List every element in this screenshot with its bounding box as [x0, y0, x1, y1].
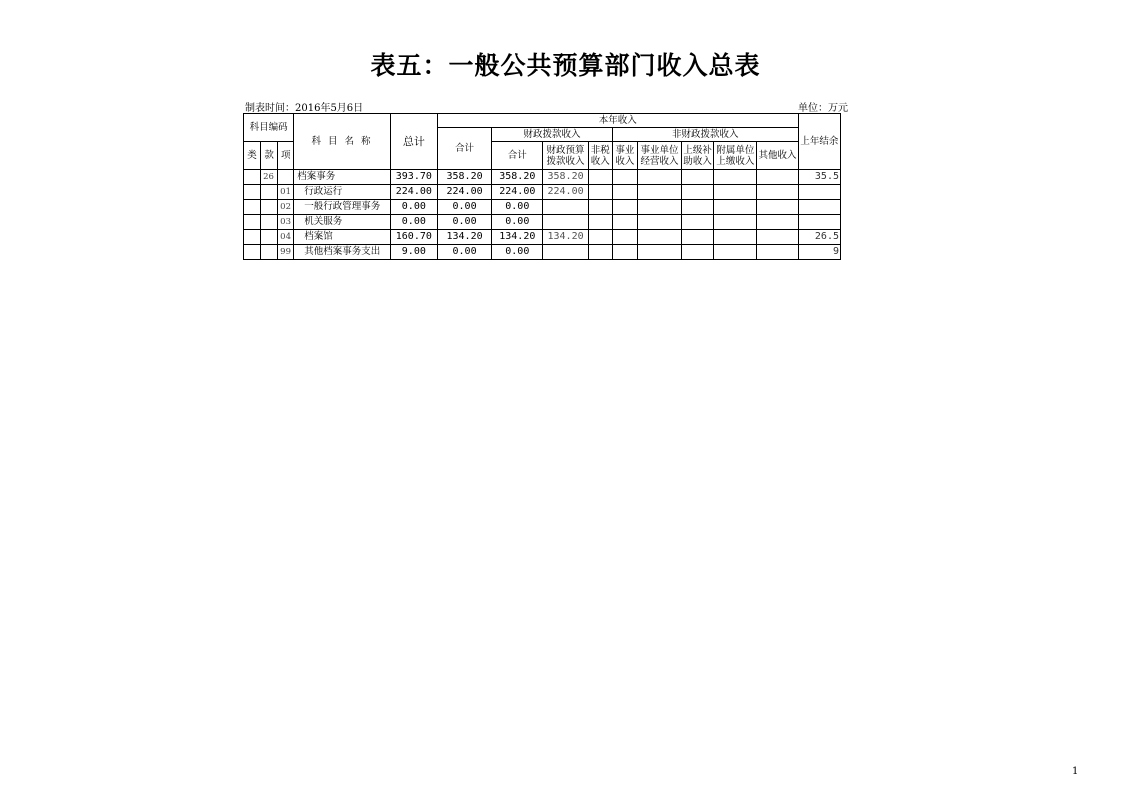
cell-subtotal: 0.00: [437, 245, 491, 260]
cell-fiscal-subtotal: 224.00: [492, 185, 543, 200]
header-fiscal-alloc: 财政拨款收入: [492, 128, 613, 142]
page-number: 1: [1072, 766, 1079, 777]
header-xiang: 项: [278, 142, 294, 170]
cell-fiscal-budget: [543, 215, 588, 230]
header-affiliated-unit: 附属单位上缴收入: [714, 142, 757, 170]
header-kuan: 款: [261, 142, 278, 170]
cell-kuan: [261, 185, 278, 200]
cell-fiscal-subtotal: 0.00: [492, 200, 543, 215]
cell-superior: [682, 170, 714, 185]
cell-nontax: [588, 230, 612, 245]
cell-subject-name: 档案馆: [294, 230, 390, 245]
cell-fiscal-budget: 224.00: [543, 185, 588, 200]
header-fiscal-budget-alloc: 财政预算拨款收入: [543, 142, 588, 170]
cell-affiliated: [714, 215, 757, 230]
cell-nontax: [588, 215, 612, 230]
cell-balance: [798, 200, 840, 215]
header-this-year-income: 本年收入: [437, 114, 798, 128]
cell-affiliated: [714, 230, 757, 245]
cell-business-ops: [637, 185, 681, 200]
cell-business-ops: [637, 200, 681, 215]
table-body: [244, 170, 841, 260]
cell-nontax: [588, 185, 612, 200]
cell-total: 0.00: [390, 215, 437, 230]
cell-other: [757, 200, 798, 215]
cell-affiliated: [714, 245, 757, 260]
cell-fiscal-subtotal: 134.20: [492, 230, 543, 245]
cell-subject-name: 行政运行: [294, 185, 390, 200]
cell-total: 0.00: [390, 200, 437, 215]
header-fiscal-subtotal: 合计: [492, 142, 543, 170]
header-subject-name: 科 目 名 称: [294, 114, 390, 170]
table-row: [244, 215, 841, 230]
header-lei: 类: [244, 142, 261, 170]
cell-total: 224.00: [390, 185, 437, 200]
cell-superior: [682, 215, 714, 230]
cell-other: [757, 230, 798, 245]
cell-business: [612, 245, 637, 260]
income-table: [243, 113, 841, 260]
cell-other: [757, 245, 798, 260]
cell-kuan: [261, 245, 278, 260]
cell-lei: [244, 200, 261, 215]
cell-business-ops: [637, 230, 681, 245]
cell-xiang: 01: [278, 185, 294, 200]
table-row: [244, 245, 841, 260]
cell-subject-name: 一般行政管理事务: [294, 200, 390, 215]
cell-lei: [244, 170, 261, 185]
cell-affiliated: [714, 170, 757, 185]
cell-lei: [244, 215, 261, 230]
cell-superior: [682, 185, 714, 200]
cell-lei: [244, 185, 261, 200]
table-row: [244, 170, 841, 185]
header-total: 总计: [390, 114, 437, 170]
table-row: [244, 185, 841, 200]
page-title: 表五：一般公共预算部门收入总表: [370, 51, 761, 80]
cell-subject-name: 机关服务: [294, 215, 390, 230]
cell-other: [757, 215, 798, 230]
header-business-unit-ops: 事业单位经营收入: [637, 142, 681, 170]
cell-nontax: [588, 170, 612, 185]
cell-subtotal: 0.00: [437, 200, 491, 215]
cell-subtotal: 134.20: [437, 230, 491, 245]
cell-kuan: [261, 215, 278, 230]
cell-superior: [682, 200, 714, 215]
table-row: [244, 200, 841, 215]
cell-xiang: 04: [278, 230, 294, 245]
cell-balance: 9: [798, 245, 840, 260]
cell-balance: [798, 215, 840, 230]
cell-fiscal-subtotal: 0.00: [492, 245, 543, 260]
cell-total: 9.00: [390, 245, 437, 260]
cell-business: [612, 230, 637, 245]
cell-subtotal: 224.00: [437, 185, 491, 200]
cell-subtotal: 0.00: [437, 215, 491, 230]
made-date: 制表时间：2016年5月6日: [245, 103, 364, 114]
cell-xiang: [278, 170, 294, 185]
cell-total: 160.70: [390, 230, 437, 245]
cell-subtotal: 358.20: [437, 170, 491, 185]
cell-subject-name: 其他档案事务支出: [294, 245, 390, 260]
cell-nontax: [588, 245, 612, 260]
cell-balance: 35.5: [798, 170, 840, 185]
cell-affiliated: [714, 185, 757, 200]
cell-superior: [682, 230, 714, 245]
cell-fiscal-budget: [543, 200, 588, 215]
cell-kuan: [261, 200, 278, 215]
header-superior-subsidy: 上级补助收入: [682, 142, 714, 170]
header-nontax: 非税收入: [588, 142, 612, 170]
header-other: 其他收入: [757, 142, 798, 170]
cell-fiscal-budget: 358.20: [543, 170, 588, 185]
cell-other: [757, 170, 798, 185]
cell-business: [612, 215, 637, 230]
cell-superior: [682, 245, 714, 260]
cell-balance: 26.5: [798, 230, 840, 245]
cell-xiang: 03: [278, 215, 294, 230]
cell-nontax: [588, 200, 612, 215]
cell-fiscal-subtotal: 0.00: [492, 215, 543, 230]
cell-business-ops: [637, 215, 681, 230]
header-subtotal: 合计: [437, 128, 491, 170]
table-row: [244, 230, 841, 245]
cell-lei: [244, 245, 261, 260]
header-prev-year-balance: 上年结余: [798, 114, 840, 170]
cell-business-ops: [637, 245, 681, 260]
unit-label: 单位：万元: [798, 103, 848, 114]
cell-fiscal-budget: [543, 245, 588, 260]
cell-subject-name: 档案事务: [294, 170, 390, 185]
cell-lei: [244, 230, 261, 245]
header-business: 事业收入: [612, 142, 637, 170]
cell-total: 393.70: [390, 170, 437, 185]
cell-affiliated: [714, 200, 757, 215]
cell-xiang: 99: [278, 245, 294, 260]
cell-fiscal-budget: 134.20: [543, 230, 588, 245]
cell-xiang: 02: [278, 200, 294, 215]
cell-other: [757, 185, 798, 200]
cell-kuan: 26: [261, 170, 278, 185]
cell-business: [612, 200, 637, 215]
cell-fiscal-subtotal: 358.20: [492, 170, 543, 185]
cell-balance: [798, 185, 840, 200]
cell-business: [612, 170, 637, 185]
table-header: [244, 114, 841, 170]
header-subject-code: 科目编码: [244, 114, 294, 142]
cell-business-ops: [637, 170, 681, 185]
cell-business: [612, 185, 637, 200]
header-nonfiscal-alloc: 非财政拨款收入: [612, 128, 798, 142]
cell-kuan: [261, 230, 278, 245]
